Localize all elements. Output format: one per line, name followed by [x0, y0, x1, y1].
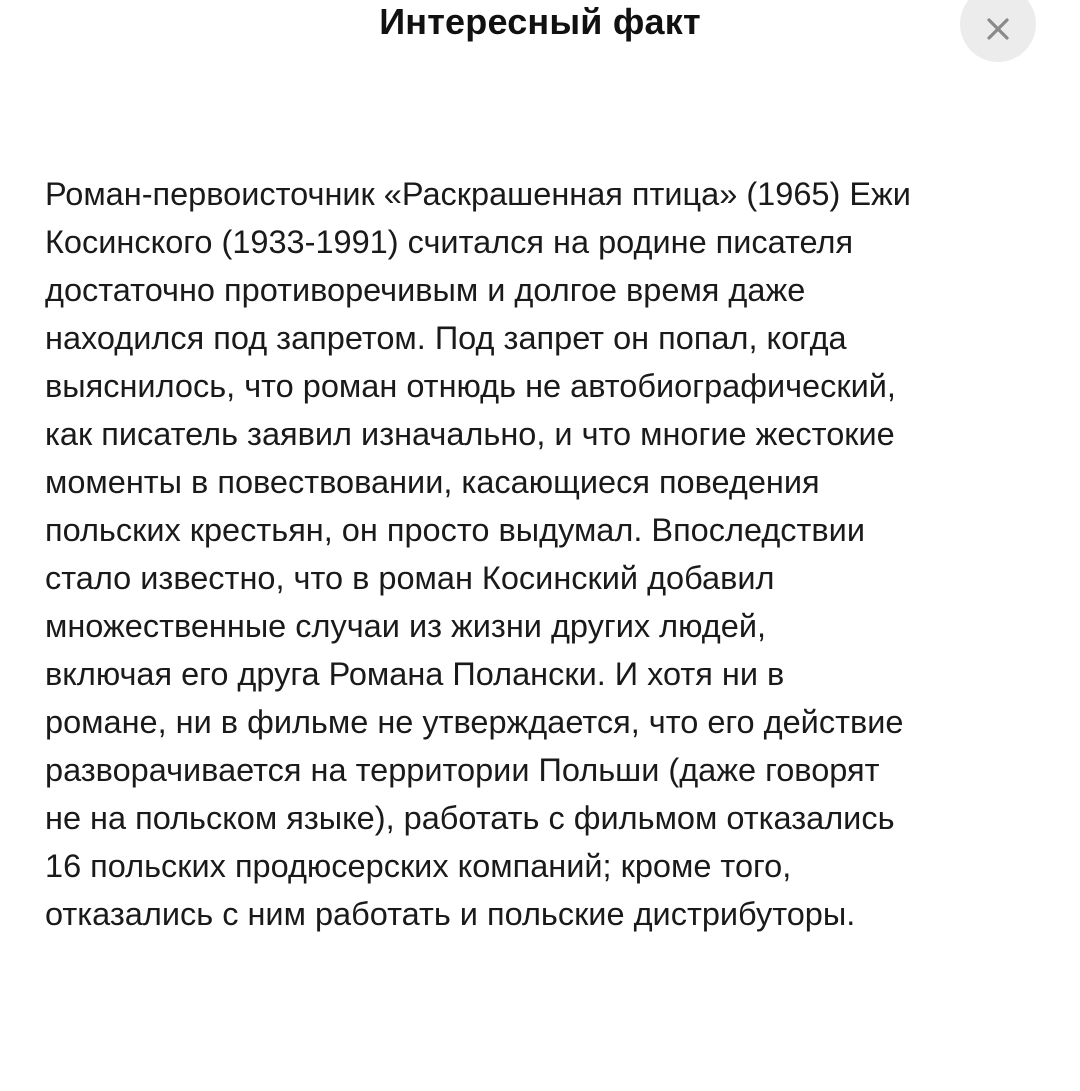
fact-text-line: разворачивается на территории Польши (даже говорят — [45, 752, 880, 788]
fact-text-line: отказались с ним работать и польские дистрибуторы. — [45, 896, 856, 932]
fact-text-line: не на польском языке), работать с фильмом отказались — [45, 800, 895, 836]
fact-text-line: польских крестьян, он просто выдумал. Впоследствии — [45, 512, 865, 548]
fact-text — [45, 170, 1045, 938]
fact-text-line: Роман-первоисточник «Раскрашенная птица» (1965) Ежи — [45, 176, 911, 212]
fact-text-line: включая его друга Романа Полански. И хотя ни в — [45, 656, 785, 692]
fact-text-line: 16 польских продюсерских компаний; кроме того, — [45, 848, 792, 884]
fact-text-line: множественные случаи из жизни других людей, — [45, 608, 767, 644]
fact-text-line: романе, ни в фильме не утверждается, что его действие — [45, 704, 904, 740]
fact-text-line: как писатель заявил изначально, и что многие жестокие — [45, 416, 895, 452]
fact-text-line: Косинского (1933-1991) считался на родине писателя — [45, 224, 854, 260]
modal-header — [0, 0, 1080, 60]
fact-text-line: находился под запретом. Под запрет он попал, когда — [45, 320, 847, 356]
fact-text-line: достаточно противоречивым и долгое время даже — [45, 272, 806, 308]
fact-text-line: моменты в повествовании, касающиеся поведения — [45, 464, 820, 500]
close-button[interactable] — [960, 0, 1036, 62]
fact-text-line: стало известно, что в роман Косинский добавил — [45, 560, 775, 596]
close-icon — [986, 17, 1010, 41]
fact-text-line: выяснилось, что роман отнюдь не автобиографический, — [45, 368, 896, 404]
modal-title: Интересный факт — [379, 1, 701, 42]
